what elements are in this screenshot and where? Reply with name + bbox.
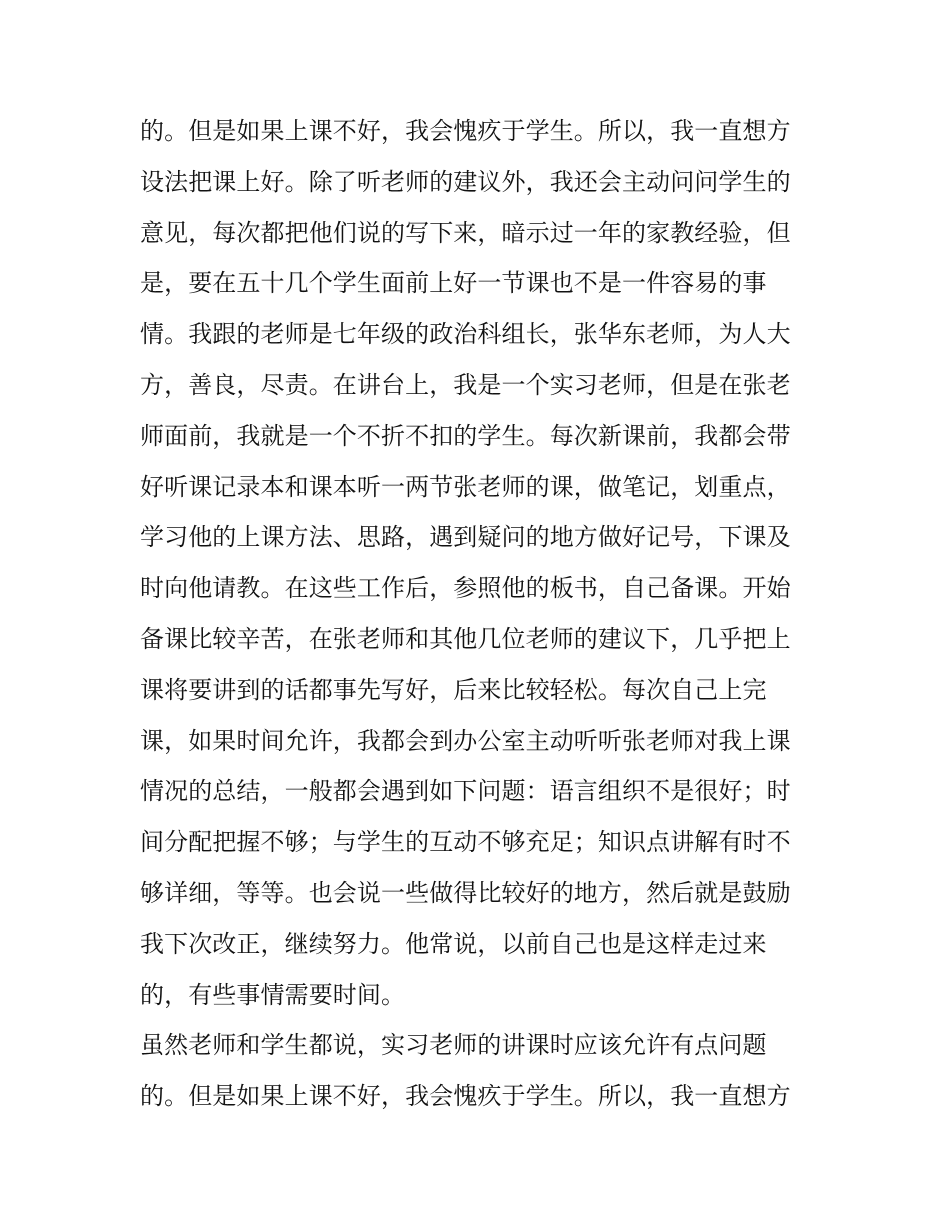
text-line: 师面前，我就是一个不折不扣的学生。每次新课前，我都会带 xyxy=(140,421,791,450)
text-line: 间分配把握不够；与学生的互动不够充足；知识点讲解有时不 xyxy=(140,828,791,857)
text-line: 是，要在五十几个学生面前上好一节课也不是一件容易的事 xyxy=(140,269,767,298)
text-line: 够详细，等等。也会说一些做得比较好的地方，然后就是鼓励 xyxy=(140,878,791,907)
text-line: 学习他的上课方法、思路，遇到疑问的地方做好记号，下课及 xyxy=(140,523,791,552)
text-line: 情。我跟的老师是七年级的政治科组长，张华东老师，为人大 xyxy=(140,320,791,349)
text-line: 我下次改正，继续努力。他常说，以前自己也是这样走过来 xyxy=(140,929,767,958)
text-line: 课将要讲到的话都事先写好，后来比较轻松。每次自己上完 xyxy=(140,675,767,704)
text-line: 意见，每次都把他们说的写下来，暗示过一年的家教经验，但 xyxy=(140,218,791,247)
text-line: 好听课记录本和课本听一两节张老师的课，做笔记，划重点， xyxy=(140,472,791,501)
text-line: 课，如果时间允许，我都会到办公室主动听听张老师对我上课 xyxy=(140,726,791,755)
text-line: 虽然老师和学生都说，实习老师的讲课时应该允许有点问题 xyxy=(140,1031,767,1060)
text-line: 时向他请教。在这些工作后，参照他的板书，自己备课。开始 xyxy=(140,574,791,603)
text-line: 的，有些事情需要时间。 xyxy=(140,980,406,1009)
text-line: 方，善良，尽责。在讲台上，我是一个实习老师，但是在张老 xyxy=(140,370,791,399)
text-line: 备课比较辛苦，在张老师和其他几位老师的建议下，几乎把上 xyxy=(140,624,791,653)
text-line: 情况的总结，一般都会遇到如下问题：语言组织不是很好；时 xyxy=(140,777,791,806)
text-line: 的。但是如果上课不好，我会愧疚于学生。所以，我一直想方 xyxy=(140,117,791,145)
text-line: 设法把课上好。除了听老师的建议外，我还会主动问问学生的 xyxy=(140,167,791,196)
body-text xyxy=(140,106,840,1122)
text-line: 的。但是如果上课不好，我会愧疚于学生。所以，我一直想方 xyxy=(140,1082,791,1111)
